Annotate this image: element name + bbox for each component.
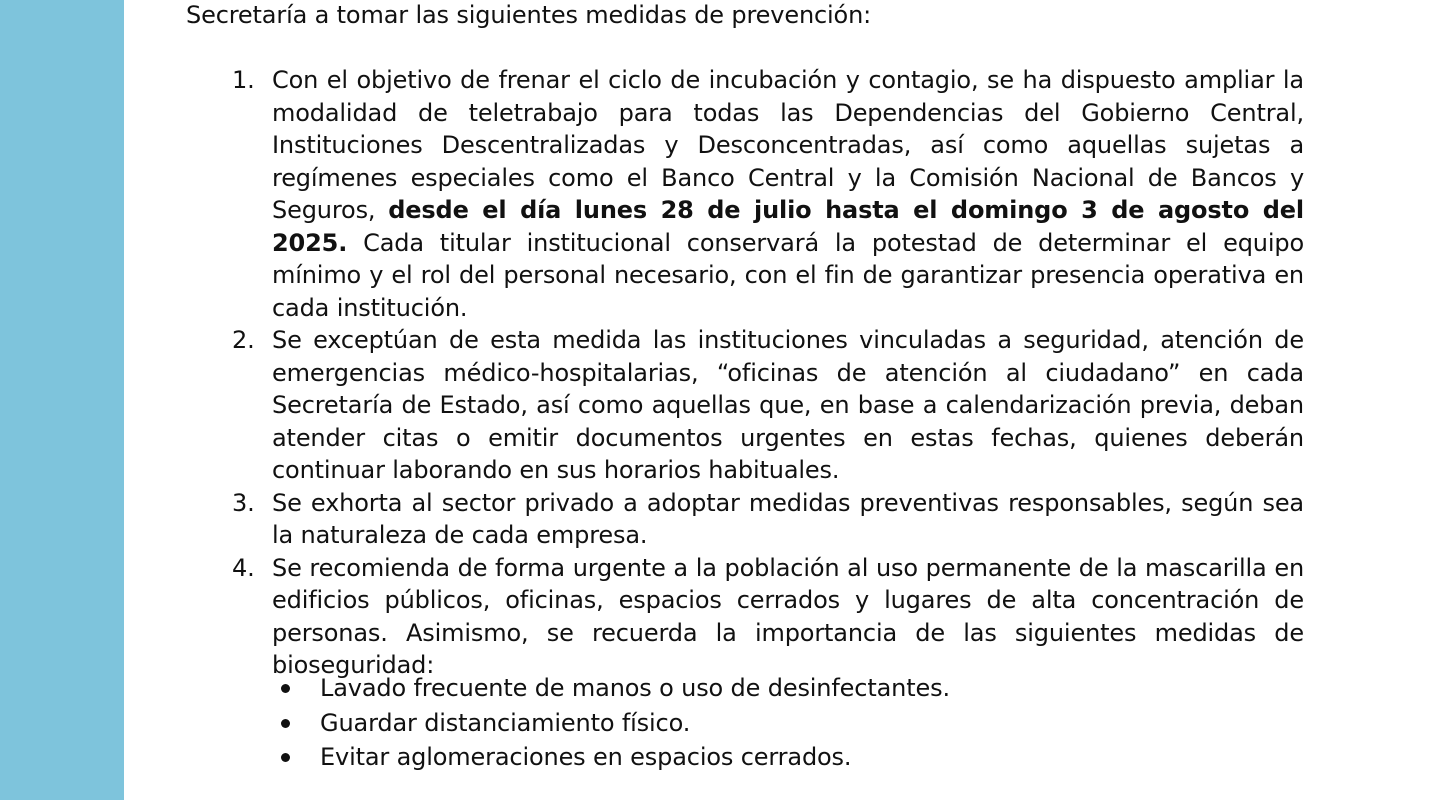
measure-text: Se recomienda de forma urgente a la población al uso permanente de la mascarilla en edificios públicos, oficinas, espacios cerrados y lugares de alta concentración de personas. Asimismo, se recuerda la importancia de las siguientes medidas de bioseguridad: (272, 553, 1304, 679)
measure-text: Se exhorta al sector privado a adoptar medidas preventivas responsables, según sea la naturaleza de cada empresa. (272, 488, 1304, 549)
measure-item-3 (186, 487, 1304, 552)
measure-number: 4. (232, 553, 255, 582)
measure-text: Con el objetivo de frenar el ciclo de incubación y contagio, se ha dispuesto ampliar la modalidad de teletrabajo para todas las Dependencias del Gobierno Central, Instituciones Descentralizadas y Desconcentradas, así como aquellas sujetas a regímenes especiales como el Banco Central y la Comisión Nacional de Bancos y Seguros, (272, 66, 1304, 224)
measure-item-1 (186, 64, 1304, 324)
intro-paragraph: Secretaría a tomar las siguientes medidas de prevención: (186, 1, 872, 29)
biosecurity-text: Evitar aglomeraciones en espacios cerrados. (320, 743, 852, 771)
measure-text-continued: Cada titular institucional conservará la potestad de determinar el equipo mínimo y el rol del personal necesario, con el fin de garantizar presencia operativa en cada institución. (272, 228, 1304, 322)
measure-text: Se exceptúan de esta medida las instituciones vinculadas a seguridad, atención de emergencias médico-hospitalarias, “oficinas de atención al ciudadano” en cada Secretaría de Estado, así como aquellas que, en base a calendarización previa, deban atender citas o emitir documentos urgentes en estas fechas, quienes deberán continuar laborando en sus horarios habituales. (272, 326, 1304, 484)
biosecurity-item (186, 740, 950, 775)
prevention-measures-list (186, 64, 1304, 682)
biosecurity-text: Lavado frecuente de manos o uso de desinfectantes. (320, 674, 950, 702)
side-color-bar (0, 0, 124, 800)
measure-number: 1. (232, 66, 255, 94)
measure-number: 3. (232, 488, 255, 517)
bullet-icon (281, 753, 290, 762)
measure-number: 2. (232, 326, 255, 354)
bullet-icon (281, 684, 290, 693)
biosecurity-list (186, 671, 950, 775)
bullet-icon (281, 719, 290, 728)
biosecurity-text: Guardar distanciamiento físico. (320, 708, 691, 737)
document-page (186, 0, 1304, 800)
biosecurity-item (186, 671, 950, 706)
biosecurity-item (186, 706, 950, 741)
measure-item-4 (186, 552, 1304, 682)
telework-dates-bold: desde el día lunes 28 de julio hasta el domingo 3 de agosto del 2025. (272, 196, 1305, 257)
measure-item-2 (186, 324, 1304, 487)
